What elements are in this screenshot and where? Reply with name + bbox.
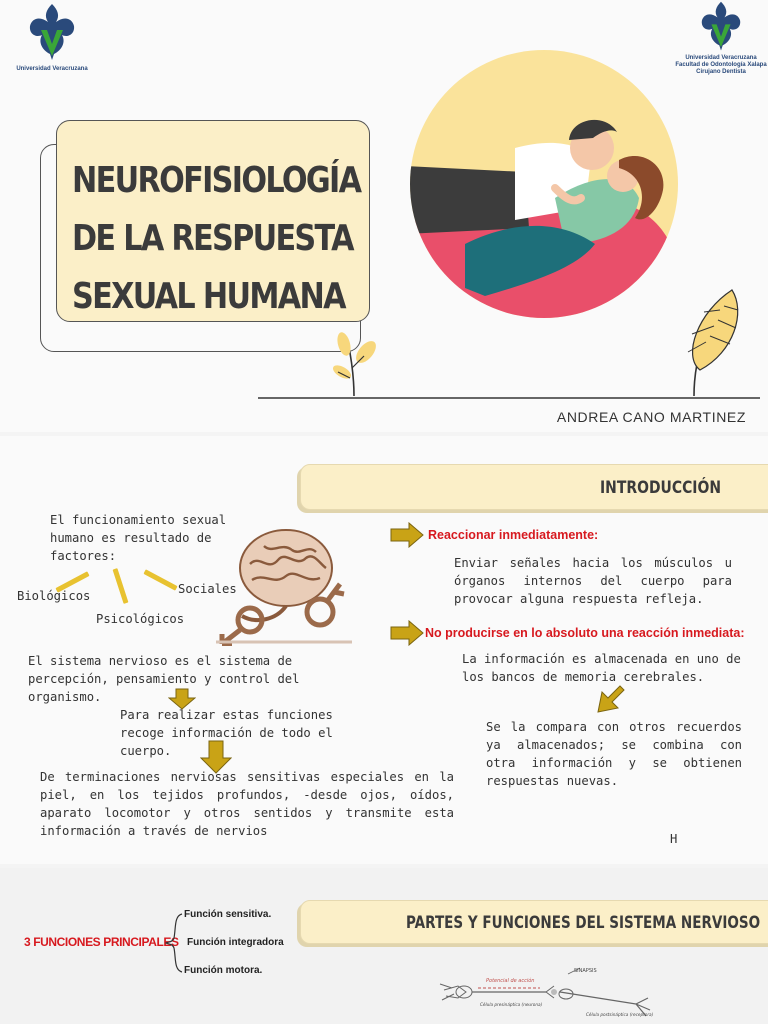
nerve-endings-text: De terminaciones nerviosas sensitivas especiales en la piel, en los tejidos profundos, -desde ojos, oídos, aparato locomotor y otros sentidos y transmite esta información a través de nervios <box>40 770 454 838</box>
factor-sociales: Sociales <box>178 582 237 596</box>
factors-intro-text: El funcionamiento sexual humano es resultado de factores: <box>50 513 227 563</box>
intro-banner-title: INTRODUCCIÓN <box>600 478 722 498</box>
arrow-down-left-icon <box>594 684 626 714</box>
sketch-label-postsynaptic: Célula postsináptica (receptora) <box>586 1012 654 1017</box>
brain-gender-illustration <box>216 524 352 646</box>
compare-text: Se la compara con otros recuerdos ya almacenados; se combina con otra información y se obtienen respuestas nuevas. <box>486 720 742 788</box>
sketch-label-presynaptic: Célula presináptica (neurona) <box>480 1002 543 1007</box>
collects-text: Para realizar estas funciones recoge información de todo el cuerpo. <box>120 708 333 758</box>
react-text: Enviar señales hacia los músculos u órganos internos del cuerpo para provocar alguna respuesta refleja. <box>454 556 732 606</box>
sprout-icon <box>330 328 382 398</box>
arrow-right-icon-2 <box>390 620 424 646</box>
main-functions-label: 3 FUNCIONES PRINCIPALES <box>24 935 179 949</box>
react-title: Reaccionar inmediatamente: <box>428 528 599 542</box>
functions-brace <box>164 912 186 974</box>
no-react-title: No producirse en lo absoluto una reacción inmediata: <box>425 626 745 640</box>
page-title: NEUROFISIOLOGÍA DE LA RESPUESTA SEXUAL HUMANA <box>72 160 361 317</box>
sketch-label-potential: Potencial de acción <box>486 978 535 984</box>
function-sensitiva: Función sensitiva. <box>184 909 272 920</box>
university-logo-right-caption: Universidad Veracruzana Facultad de Odontología Xalapa Cirujano Dentista <box>675 55 767 75</box>
factor-biologicos: Biológicos <box>17 589 91 603</box>
intro-slide <box>0 436 768 864</box>
stray-letter: H <box>670 832 678 846</box>
cover-slide <box>0 0 768 432</box>
nervous-system-text: El sistema nervioso es el sistema de percepción, pensamiento y control del organismo. <box>28 654 300 704</box>
factor-psicologicos: Psicológicos <box>96 612 185 626</box>
sketch-label-synapse: SINAPSIS <box>574 968 597 974</box>
leaf-icon <box>676 282 748 398</box>
university-logo-left-icon <box>26 2 78 64</box>
factor-connector-right <box>143 569 177 590</box>
function-motora: Función motora. <box>184 965 263 976</box>
factor-connector-center <box>113 568 129 604</box>
university-logo-left-caption: Universidad Veracruzana <box>16 66 88 72</box>
parts-slide <box>0 868 768 1024</box>
divider-line <box>258 397 760 399</box>
function-integradora: Función integradora <box>187 937 284 948</box>
neuron-synapse-sketch <box>436 964 668 1024</box>
university-logo-right-icon <box>698 0 744 54</box>
no-react-text: La información es almacenada en uno de los bancos de memoria cerebrales. <box>462 652 741 684</box>
couple-illustration <box>405 48 683 320</box>
arrow-right-icon-1 <box>390 522 424 548</box>
author-name: ANDREA CANO MARTINEZ <box>556 409 746 425</box>
parts-banner-title: PARTES Y FUNCIONES DEL SISTEMA NERVIOSO <box>406 913 761 932</box>
